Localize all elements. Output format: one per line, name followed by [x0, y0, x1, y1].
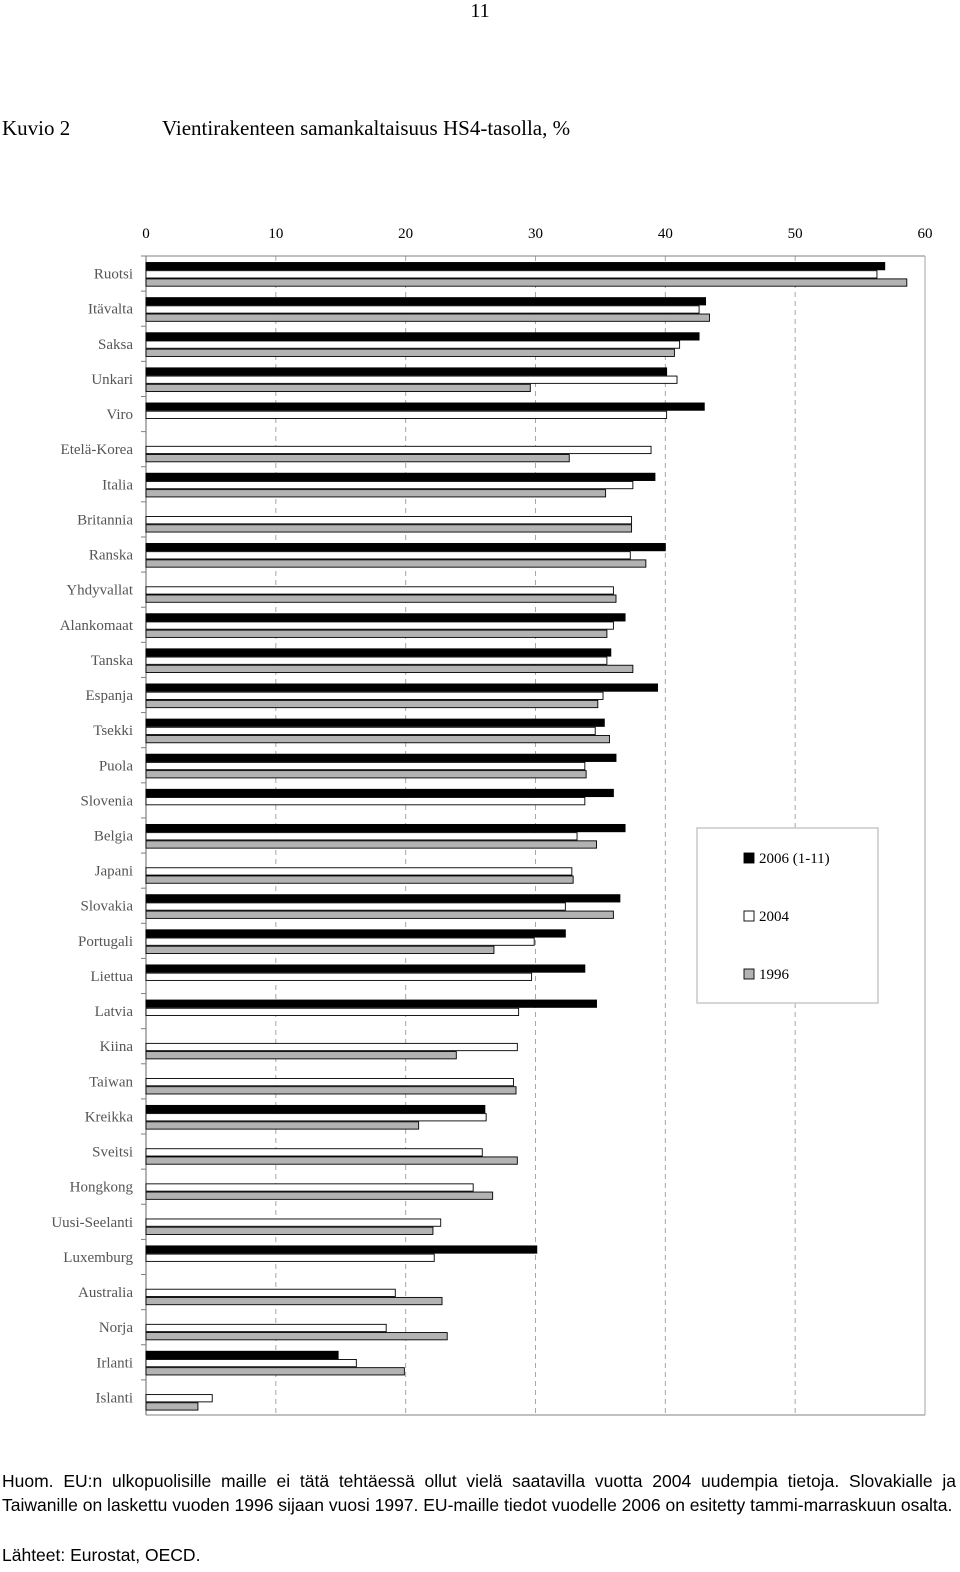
category-label-ruotsi: Ruotsi: [93, 266, 133, 283]
bar-alankomaat-2: [146, 630, 607, 637]
bar-unkari-2: [146, 384, 530, 391]
category-label-portugali: Portugali: [78, 933, 133, 950]
category-label-hongkong: Hongkong: [69, 1179, 133, 1196]
category-label-viro: Viro: [106, 407, 133, 424]
bar-liettua-0: [146, 965, 585, 972]
x-tick-label: 50: [787, 226, 803, 242]
category-label-unkari: Unkari: [91, 371, 133, 388]
x-tick-label: 60: [917, 226, 933, 242]
bar-itävalta-0: [146, 298, 706, 305]
category-label-luxemburg: Luxemburg: [63, 1249, 133, 1266]
bar-hongkong-1: [146, 1184, 473, 1191]
page-number: 11: [470, 0, 490, 22]
category-label-irlanti: Irlanti: [96, 1355, 133, 1372]
bar-etelä-korea-1: [146, 446, 651, 453]
bar-sveitsi-1: [146, 1149, 482, 1156]
bar-italia-0: [146, 473, 655, 480]
bar-belgia-2: [146, 841, 597, 848]
category-label-slovakia: Slovakia: [80, 898, 133, 915]
bar-luxemburg-0: [146, 1246, 537, 1253]
category-label-belgia: Belgia: [93, 828, 133, 845]
category-label-kreikka: Kreikka: [84, 1109, 133, 1126]
category-label-kiina: Kiina: [99, 1039, 133, 1056]
bar-ranska-0: [146, 543, 665, 550]
legend-label-1: 2004: [759, 909, 789, 925]
category-label-britannia: Britannia: [77, 512, 133, 529]
bar-tanska-2: [146, 665, 633, 672]
bar-norja-2: [146, 1333, 447, 1340]
category-label-italia: Italia: [102, 477, 133, 494]
bar-japani-1: [146, 868, 572, 875]
bar-islanti-1: [146, 1395, 212, 1402]
x-tick-label: 0: [142, 226, 150, 242]
bar-alankomaat-1: [146, 622, 613, 629]
bar-espanja-1: [146, 692, 603, 699]
category-label-itävalta: Itävalta: [88, 301, 133, 318]
bar-kreikka-2: [146, 1122, 419, 1129]
bar-irlanti-0: [146, 1351, 338, 1358]
bar-unkari-0: [146, 368, 667, 375]
bar-belgia-0: [146, 824, 625, 831]
category-label-uusi-seelanti: Uusi-Seelanti: [51, 1214, 133, 1231]
bar-slovenia-0: [146, 789, 613, 796]
bar-britannia-2: [146, 525, 632, 532]
category-label-tanska: Tanska: [90, 652, 133, 669]
bar-ranska-1: [146, 552, 630, 559]
chart: [0, 218, 960, 1428]
bar-yhdyvallat-1: [146, 587, 613, 594]
category-label-japani: Japani: [94, 863, 133, 880]
bar-kreikka-0: [146, 1105, 485, 1112]
category-label-yhdyvallat: Yhdyvallat: [66, 582, 133, 599]
bar-norja-1: [146, 1324, 386, 1331]
x-tick-label: 40: [657, 226, 673, 242]
category-label-etelä-korea: Etelä-Korea: [60, 442, 133, 459]
x-tick-label: 30: [528, 226, 543, 242]
bar-yhdyvallat-2: [146, 595, 616, 602]
category-label-slovenia: Slovenia: [80, 793, 133, 810]
bar-tsekki-2: [146, 735, 610, 742]
bar-unkari-1: [146, 376, 677, 383]
bar-itävalta-2: [146, 314, 709, 321]
bar-australia-2: [146, 1297, 442, 1304]
bar-italia-2: [146, 490, 606, 497]
bar-viro-0: [146, 403, 704, 410]
bar-puola-0: [146, 754, 616, 761]
bar-uusi-seelanti-2: [146, 1227, 433, 1234]
bar-sveitsi-2: [146, 1157, 517, 1164]
bar-slovakia-1: [146, 903, 565, 910]
legend-label-0: 2006 (1-11): [759, 851, 830, 867]
bar-ruotsi-0: [146, 263, 885, 270]
bar-tsekki-1: [146, 727, 595, 734]
bar-irlanti-1: [146, 1359, 356, 1366]
bar-belgia-1: [146, 833, 577, 840]
bar-espanja-0: [146, 684, 658, 691]
category-label-taiwan: Taiwan: [89, 1074, 133, 1091]
bar-luxemburg-1: [146, 1254, 434, 1261]
bar-slovakia-2: [146, 911, 613, 918]
bar-latvia-0: [146, 1000, 597, 1007]
category-label-latvia: Latvia: [94, 1004, 133, 1021]
bar-ruotsi-2: [146, 279, 907, 286]
category-label-saksa: Saksa: [98, 336, 133, 353]
bar-portugali-1: [146, 938, 534, 945]
figure-source: Lähteet: Eurostat, OECD.: [2, 1545, 201, 1565]
bar-slovakia-0: [146, 895, 620, 902]
bar-italia-1: [146, 481, 633, 488]
bar-kreikka-1: [146, 1114, 486, 1121]
bar-hongkong-2: [146, 1192, 493, 1199]
bar-viro-1: [146, 411, 667, 418]
category-label-alankomaat: Alankomaat: [59, 617, 133, 634]
bar-tanska-1: [146, 657, 607, 664]
bar-latvia-1: [146, 1008, 519, 1015]
bar-saksa-2: [146, 349, 674, 356]
bar-taiwan-1: [146, 1078, 513, 1085]
legend-swatch-2: [744, 969, 754, 979]
figure-note: Huom. EU:n ulkopuolisille maille ei tätä tehtäessä ollut vielä saatavilla vuotta 2004 uudempia tietoja. Slovakialle ja Taiwanille on laskettu vuoden 1996 sijaan vuosi 1997. EU-maille tiedot vuodelle 2006 on esitetty tammi-marraskuun osalta.: [2, 1471, 956, 1515]
bar-taiwan-2: [146, 1087, 516, 1094]
bar-saksa-1: [146, 341, 680, 348]
bar-portugali-2: [146, 946, 494, 953]
bar-itävalta-1: [146, 306, 699, 313]
category-label-islanti: Islanti: [95, 1390, 133, 1407]
bar-tsekki-0: [146, 719, 604, 726]
bar-etelä-korea-2: [146, 455, 569, 462]
x-tick-label: 20: [398, 226, 414, 242]
bar-espanja-2: [146, 700, 598, 707]
legend-swatch-1: [744, 911, 754, 921]
category-label-australia: Australia: [78, 1285, 133, 1302]
bar-saksa-0: [146, 333, 699, 340]
category-label-puola: Puola: [98, 758, 133, 775]
bar-puola-2: [146, 771, 586, 778]
category-label-ranska: Ranska: [88, 547, 133, 564]
figure-title: Vientirakenteen samankaltaisuus HS4-tasolla, %: [162, 116, 571, 140]
bar-japani-2: [146, 876, 573, 883]
bar-alankomaat-0: [146, 614, 625, 621]
bar-tanska-0: [146, 649, 611, 656]
bar-liettua-1: [146, 973, 532, 980]
bar-kiina-1: [146, 1043, 517, 1050]
bar-uusi-seelanti-1: [146, 1219, 441, 1226]
bar-kiina-2: [146, 1052, 456, 1059]
bar-ruotsi-1: [146, 271, 877, 278]
bar-britannia-1: [146, 517, 632, 524]
legend-label-2: 1996: [759, 967, 789, 983]
bar-slovenia-1: [146, 798, 585, 805]
category-label-espanja: Espanja: [85, 688, 133, 705]
category-label-liettua: Liettua: [90, 968, 133, 985]
bar-puola-1: [146, 762, 585, 769]
bar-islanti-2: [146, 1403, 198, 1410]
bar-irlanti-2: [146, 1368, 404, 1375]
category-label-norja: Norja: [98, 1320, 133, 1337]
bar-portugali-0: [146, 930, 565, 937]
category-label-tsekki: Tsekki: [93, 723, 133, 740]
category-label-sveitsi: Sveitsi: [92, 1144, 133, 1161]
figure-label: Kuvio 2: [2, 116, 71, 140]
bar-australia-1: [146, 1289, 395, 1296]
x-tick-label: 10: [268, 226, 284, 242]
legend-swatch-0: [744, 853, 754, 863]
bar-ranska-2: [146, 560, 646, 567]
